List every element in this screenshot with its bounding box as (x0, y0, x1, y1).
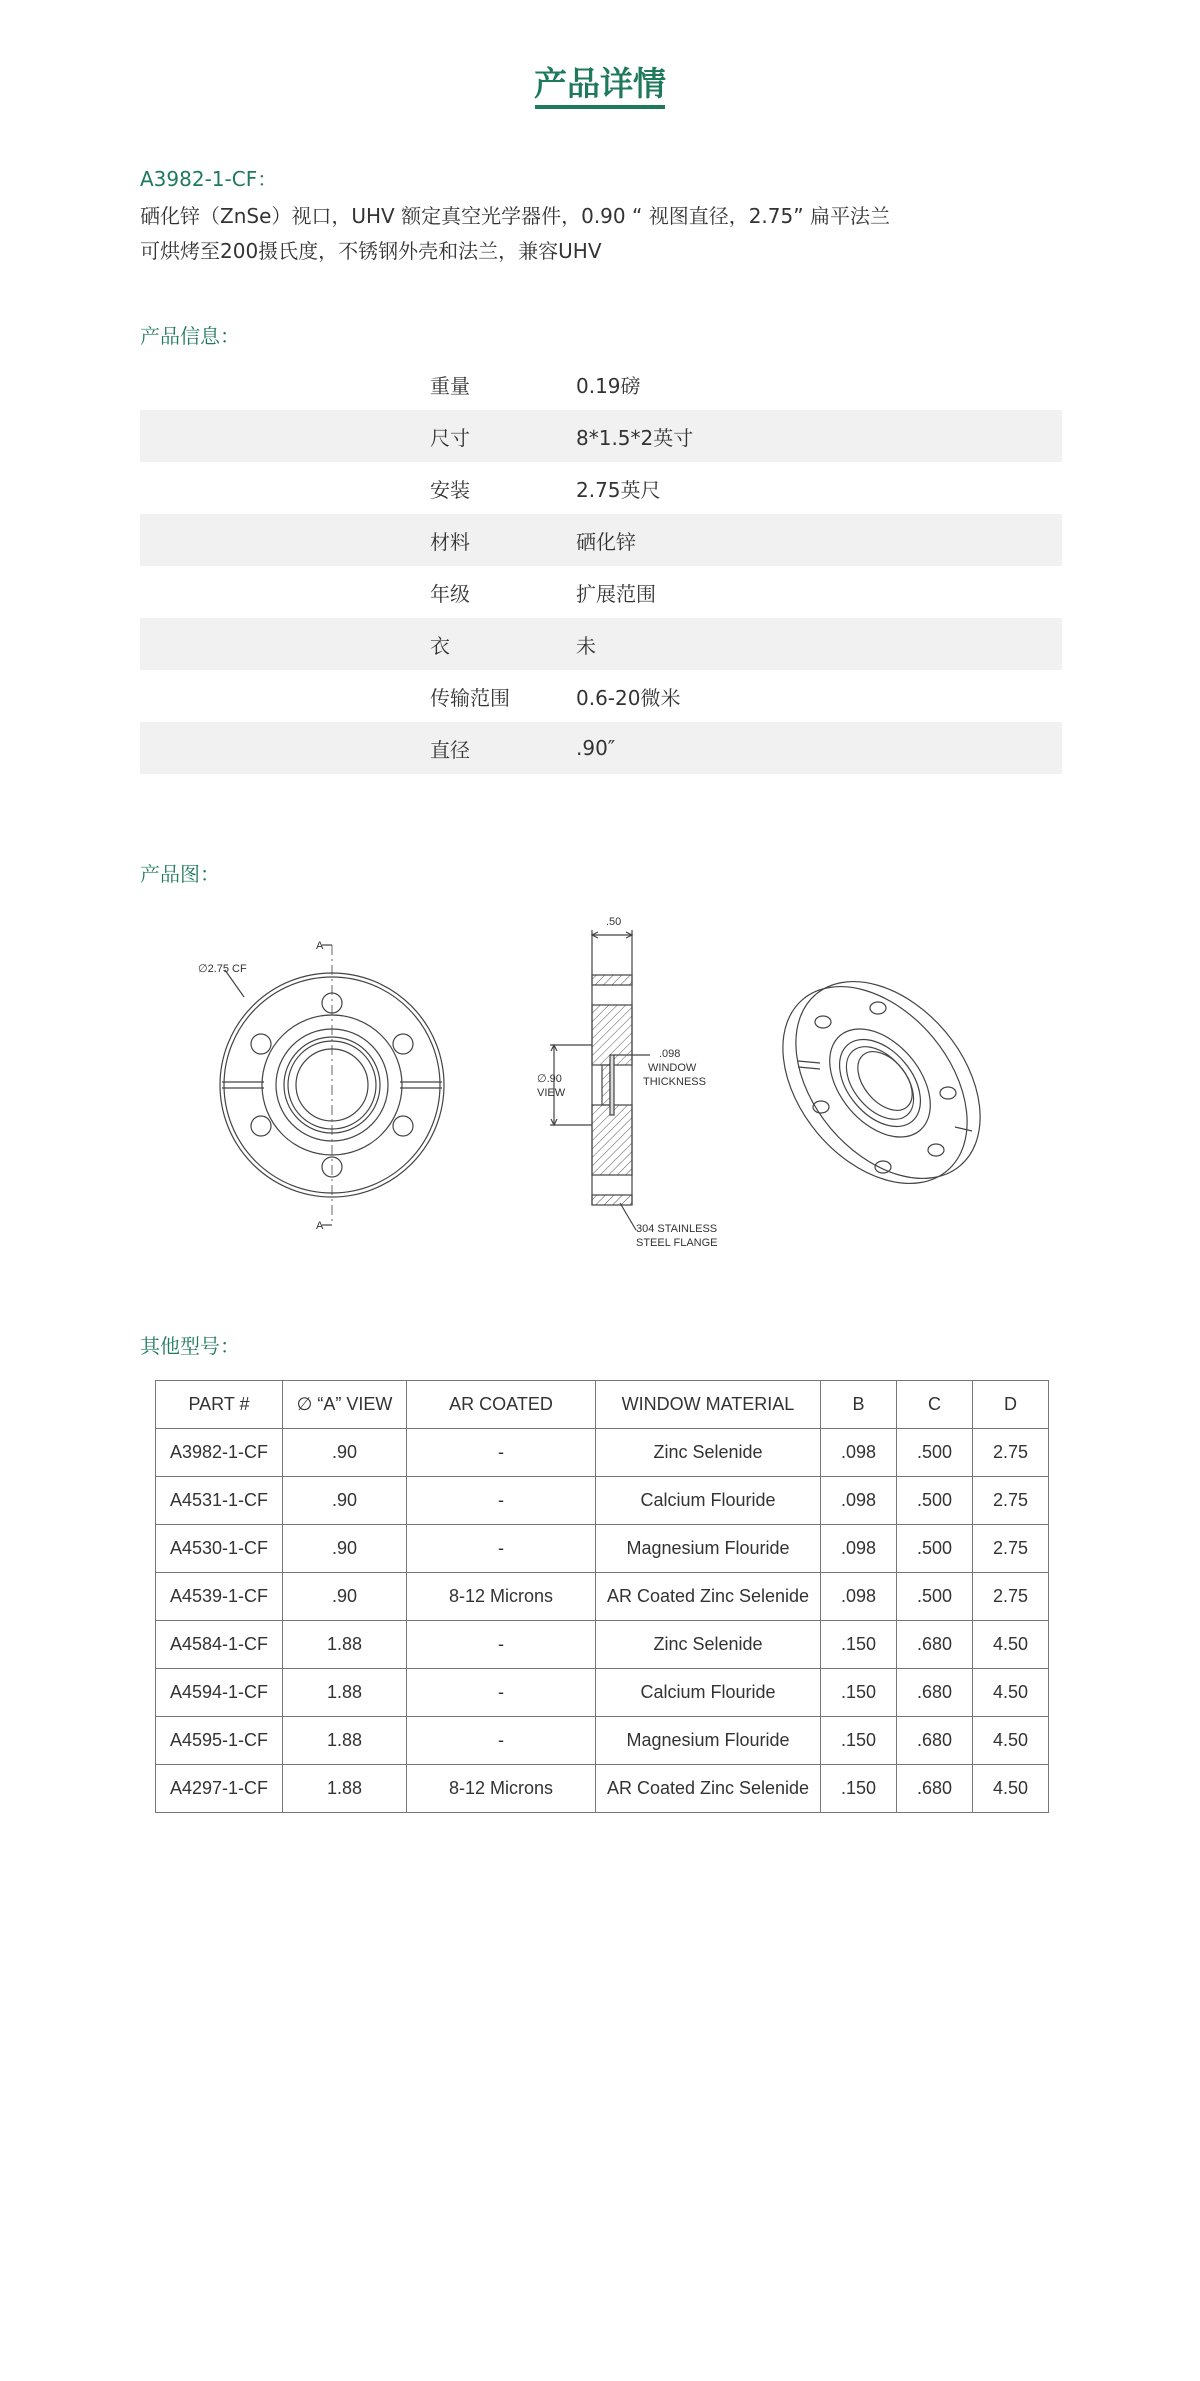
window-label: WINDOW (648, 1062, 697, 1074)
column-header: WINDOW MATERIAL (596, 1381, 821, 1429)
column-header: B (821, 1381, 897, 1429)
cell-part: A4595-1-CF (156, 1717, 283, 1765)
side-view-drawing (550, 930, 650, 1230)
cell-material: AR Coated Zinc Selenide (596, 1765, 821, 1813)
info-key: 年级 (430, 581, 470, 606)
cell-view: .90 (283, 1573, 407, 1621)
cell-part: A4539-1-CF (156, 1573, 283, 1621)
cell-c: .500 (897, 1525, 973, 1573)
thickness-value-label: .098 (659, 1048, 681, 1060)
info-row (140, 618, 1062, 670)
section-label-drawing: 产品图： (140, 862, 220, 886)
info-value: 未 (576, 633, 596, 658)
info-key: 重量 (430, 373, 470, 398)
thickness-label: THICKNESS (643, 1076, 706, 1088)
dimension-c-label: .50 (606, 916, 622, 928)
info-value: 硒化锌 (576, 529, 636, 554)
info-value: 8*1.5*2英寸 (576, 425, 694, 450)
cell-d: 4.50 (973, 1669, 1049, 1717)
cell-d: 2.75 (973, 1429, 1049, 1477)
column-header: C (897, 1381, 973, 1429)
info-row (140, 514, 1062, 566)
cell-view: .90 (283, 1429, 407, 1477)
cell-ar-coated: 8-12 Microns (407, 1573, 596, 1621)
cell-b: .098 (821, 1573, 897, 1621)
cell-ar-coated: 8-12 Microns (407, 1765, 596, 1813)
cell-material: Calcium Flouride (596, 1477, 821, 1525)
cell-d: 2.75 (973, 1525, 1049, 1573)
column-header: D (973, 1381, 1049, 1429)
table-row (156, 1669, 1049, 1717)
info-key: 尺寸 (430, 425, 470, 450)
cell-b: .150 (821, 1717, 897, 1765)
table-row (156, 1525, 1049, 1573)
info-value: 0.19磅 (576, 373, 641, 398)
cell-material: Magnesium Flouride (596, 1717, 821, 1765)
section-a-label-top: A (316, 940, 324, 952)
cell-b: .098 (821, 1477, 897, 1525)
info-value: 0.6-20微米 (576, 685, 681, 710)
cell-d: 4.50 (973, 1765, 1049, 1813)
cell-material: Magnesium Flouride (596, 1525, 821, 1573)
cell-b: .098 (821, 1429, 897, 1477)
info-value: 2.75英尺 (576, 477, 661, 502)
model-label: A3982-1-CF： (140, 167, 278, 191)
info-key: 衣 (430, 633, 450, 658)
cell-ar-coated: - (407, 1525, 596, 1573)
cell-c: .500 (897, 1477, 973, 1525)
info-row (140, 358, 1062, 410)
description-line-1: 硒化锌（ZnSe）视口，UHV 额定真空光学器件，0.90 “ 视图直径，2.75” 扁平法兰 (140, 204, 890, 228)
table-row (156, 1477, 1049, 1525)
section-label-other-models: 其他型号： (140, 1334, 240, 1358)
cell-b: .150 (821, 1765, 897, 1813)
cell-part: A4584-1-CF (156, 1621, 283, 1669)
section-label-info: 产品信息： (140, 324, 240, 348)
info-value: .90″ (576, 736, 616, 760)
flange-diameter-label: ∅2.75 CF (198, 963, 247, 975)
info-row (140, 566, 1062, 618)
section-a-label-bottom: A (316, 1220, 324, 1232)
material-label-1: 304 STAINLESS (636, 1223, 718, 1235)
cell-ar-coated: - (407, 1477, 596, 1525)
material-label-2: STEEL FLANGE (636, 1237, 718, 1249)
info-table (140, 358, 1062, 774)
cell-part: A4531-1-CF (156, 1477, 283, 1525)
front-view-drawing (220, 945, 444, 1225)
view-label: VIEW (537, 1087, 566, 1099)
cell-part: A4297-1-CF (156, 1765, 283, 1813)
cell-d: 4.50 (973, 1621, 1049, 1669)
cell-view: 1.88 (283, 1717, 407, 1765)
cell-d: 4.50 (973, 1717, 1049, 1765)
cell-material: Zinc Selenide (596, 1621, 821, 1669)
column-header: PART # (156, 1381, 283, 1429)
cell-part: A4530-1-CF (156, 1525, 283, 1573)
cell-d: 2.75 (973, 1573, 1049, 1621)
info-row (140, 410, 1062, 462)
info-key: 材料 (430, 529, 470, 554)
info-value: 扩展范围 (576, 581, 656, 606)
column-header: AR COATED (407, 1381, 596, 1429)
cell-material: Zinc Selenide (596, 1429, 821, 1477)
title-underline (535, 105, 665, 109)
info-row (140, 722, 1062, 774)
cell-c: .680 (897, 1669, 973, 1717)
cell-view: .90 (283, 1477, 407, 1525)
view-diameter-label: ∅.90 (537, 1073, 562, 1085)
cell-d: 2.75 (973, 1477, 1049, 1525)
table-row (156, 1573, 1049, 1621)
cell-ar-coated: - (407, 1429, 596, 1477)
cell-c: .500 (897, 1429, 973, 1477)
cell-c: .680 (897, 1621, 973, 1669)
info-row (140, 462, 1062, 514)
cell-material: AR Coated Zinc Selenide (596, 1573, 821, 1621)
table-row (156, 1717, 1049, 1765)
page-title: 产品详情 (534, 64, 666, 103)
cell-c: .680 (897, 1717, 973, 1765)
cell-part: A4594-1-CF (156, 1669, 283, 1717)
cell-view: 1.88 (283, 1765, 407, 1813)
cell-view: .90 (283, 1525, 407, 1573)
info-key: 传输范围 (430, 685, 510, 710)
isometric-view-drawing (746, 946, 1018, 1219)
info-key: 安装 (430, 477, 470, 502)
cell-material: Calcium Flouride (596, 1669, 821, 1717)
cell-b: .150 (821, 1669, 897, 1717)
column-header: ∅ “A” VIEW (283, 1381, 407, 1429)
cell-b: .150 (821, 1621, 897, 1669)
table-row (156, 1765, 1049, 1813)
cell-b: .098 (821, 1525, 897, 1573)
description-line-2: 可烘烤至200摄氏度，不锈钢外壳和法兰，兼容UHV (140, 239, 602, 263)
table-header-row (156, 1381, 1049, 1429)
cell-ar-coated: - (407, 1621, 596, 1669)
info-key: 直径 (430, 737, 470, 762)
spec-table (155, 1380, 1049, 1813)
cell-ar-coated: - (407, 1669, 596, 1717)
cell-view: 1.88 (283, 1669, 407, 1717)
table-row (156, 1621, 1049, 1669)
cell-c: .500 (897, 1573, 973, 1621)
product-drawing (140, 905, 1062, 1265)
cell-ar-coated: - (407, 1717, 596, 1765)
info-row (140, 670, 1062, 722)
cell-view: 1.88 (283, 1621, 407, 1669)
table-row (156, 1429, 1049, 1477)
cell-part: A3982-1-CF (156, 1429, 283, 1477)
cell-c: .680 (897, 1765, 973, 1813)
